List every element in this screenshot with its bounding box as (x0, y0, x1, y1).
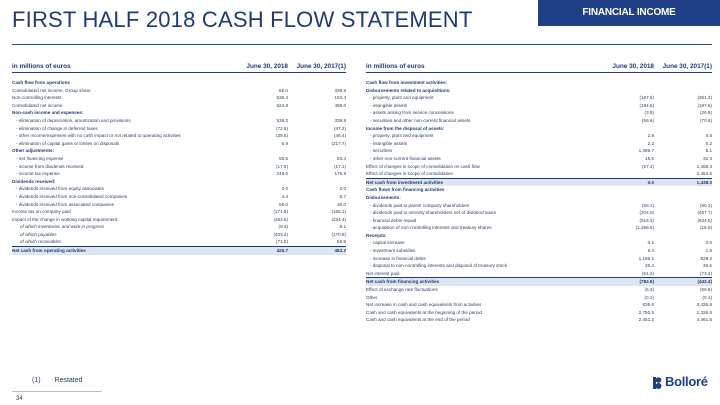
table-row (12, 201, 346, 209)
value-2018: (3.8) (644, 110, 654, 116)
row-label: Net cash from operating activities (12, 248, 86, 254)
value-2017: (634.5) (697, 217, 712, 223)
value-2017: 30.5 (703, 263, 712, 269)
row-label: Income tax on company paid (12, 209, 71, 215)
row-label: - intangible assets (370, 102, 408, 108)
row-label: Consolidated net income, Group share (12, 87, 91, 93)
value-2018: 0.0 (281, 186, 288, 192)
value-2018: (515.3) (639, 217, 654, 223)
table-row (12, 223, 346, 231)
table-row (366, 117, 712, 125)
row-label: - financial debts repaid (370, 217, 417, 223)
value-2017: 8.7 (339, 193, 346, 199)
table-row (12, 155, 346, 163)
table-row (366, 186, 712, 194)
value-2018: (72.5) (275, 125, 288, 131)
value-2018: (171.5) (273, 209, 288, 215)
table-row (366, 301, 712, 309)
value-2017 (288, 109, 346, 117)
value-2017: 1,438.0 (696, 179, 712, 185)
value-2018: 4.4 (281, 193, 288, 199)
value-2017: (47.2) (333, 125, 346, 131)
value-2017 (288, 178, 346, 186)
value-2018: (9.3) (278, 224, 288, 230)
value-2018: 836.6 (642, 302, 654, 308)
company-logo: Bolloré (665, 374, 708, 389)
table-row (12, 79, 346, 87)
row-label: Cash and cash equivalents at the beginning of the period (366, 309, 482, 315)
value-2017 (654, 79, 712, 87)
value-2017: 0.0 (339, 186, 346, 192)
table-row (366, 270, 712, 278)
table-row (366, 294, 712, 302)
value-2017: 83.4 (337, 155, 346, 161)
right-table-header (366, 58, 712, 73)
table-row (366, 217, 712, 225)
value-2018 (596, 232, 654, 240)
row-label: - capital increase (370, 240, 405, 246)
row-label: - net financing expense (16, 155, 64, 161)
table-row (366, 202, 712, 210)
row-label: - income from dividends received (16, 163, 84, 169)
row-label: Other adjustments: (12, 148, 55, 154)
value-2017: (217.7) (331, 140, 346, 146)
bollore-logo-icon (652, 376, 662, 390)
value-2018: 2,451.2 (638, 317, 654, 323)
table-row (366, 79, 712, 87)
value-2018: 2.9 (647, 133, 654, 139)
table-row (366, 87, 712, 95)
value-2017: (234.4) (331, 216, 346, 222)
value-2018: 1,196.1 (638, 255, 654, 261)
table-row (12, 193, 346, 201)
table-row (12, 163, 346, 171)
row-label: of which receivables (20, 239, 62, 245)
table-row (366, 102, 712, 110)
row-label: Net cash from investment activities (366, 179, 444, 185)
value-2017: (73.4) (699, 270, 712, 276)
value-2018 (230, 178, 288, 186)
table-row (12, 216, 346, 224)
table-row (366, 132, 712, 140)
value-2017: (165.1) (331, 209, 346, 215)
value-2017 (654, 87, 712, 95)
value-2018: (0.2) (644, 294, 654, 300)
value-2018: (403.4) (273, 231, 288, 237)
row-label: - securities (370, 148, 393, 154)
row-label: Receipts: (366, 232, 387, 238)
unit-label: in millions of euros (12, 63, 71, 70)
value-2018 (596, 170, 654, 178)
value-2018: 538.4 (276, 95, 288, 101)
page-title: FIRST HALF 2018 CASH FLOW STATEMENT (12, 7, 473, 32)
value-2018 (230, 79, 288, 87)
value-2017: 175.8 (334, 171, 346, 177)
left-table-header (12, 58, 346, 73)
value-2018: (56.6) (641, 117, 654, 123)
table-row (366, 316, 712, 324)
row-label: - dividends received from equity associates (16, 186, 104, 192)
table-row (366, 209, 712, 217)
row-label: - other income/expenses with no cash impact or not related to operating activities (16, 133, 181, 139)
unit-label: in millions of euros (366, 63, 425, 70)
value-2017: 0.2 (705, 140, 712, 146)
value-2018: 1,386.7 (638, 148, 654, 154)
value-2017: (15.0) (699, 225, 712, 231)
row-label: Cash flow from operations (12, 80, 70, 85)
table-row (366, 224, 712, 232)
value-2018: 0.1 (647, 240, 654, 246)
col-2017-header: June 30, 2017(1) (296, 63, 346, 70)
row-label: - dividends received from associated companies (16, 201, 115, 207)
footnote-marker: (1) (32, 377, 41, 384)
value-2017: 1,326.6 (696, 309, 712, 315)
col-2017-header: June 30, 2017(1) (662, 63, 712, 70)
row-label: Impact of the change in working capital requirement: (12, 216, 119, 222)
value-2018: 0.0 (647, 179, 654, 185)
table-row (366, 255, 712, 263)
row-label: Dividends received: (12, 178, 56, 184)
value-2017 (288, 147, 346, 155)
value-2017 (654, 232, 712, 240)
value-2018: (17.9) (275, 163, 288, 169)
row-label: Disbursements: (366, 194, 401, 200)
left-table (12, 58, 346, 255)
value-2018 (596, 186, 654, 194)
value-2018: (483.5) (273, 216, 288, 222)
value-2018: 15.5 (645, 155, 654, 161)
right-table-body (366, 79, 712, 324)
value-2018: 5.4 (647, 248, 654, 254)
table-row (366, 147, 712, 155)
row-label: Cash flows from financing activities (366, 187, 445, 193)
table-row (12, 185, 346, 193)
value-2018: (204.0) (639, 210, 654, 216)
row-label: Consolidated net income (12, 102, 63, 108)
value-2018: (51.2) (641, 270, 654, 276)
row-label: - property, plant and equipment (370, 133, 434, 139)
row-label: - elimination of capital gains or losses on disposals (16, 140, 120, 146)
table-row (12, 140, 346, 148)
row-label: - income tax expense (16, 171, 60, 177)
row-label: - acquisition of non-controlling interests and treasury shares (370, 225, 492, 231)
row-label: - securities and other non-current financial assets (370, 117, 471, 123)
row-label: - elimination of change in deferred taxes (16, 125, 98, 131)
value-2017 (288, 79, 346, 87)
value-2017: (197.6) (697, 102, 712, 108)
row-label: - intangible assets (370, 140, 408, 146)
table-row (12, 125, 346, 133)
row-label: Other (366, 294, 378, 300)
value-2017: (170.9) (331, 231, 346, 237)
table-row (12, 178, 346, 186)
value-2017: (60.3) (699, 202, 712, 208)
row-label: Cash and cash equivalents at the end of the period (366, 317, 470, 323)
table-row (366, 194, 712, 202)
row-label: - increase in financial debts (370, 255, 426, 261)
value-2018: 55.5 (279, 155, 288, 161)
value-2018 (230, 109, 288, 117)
table-row (366, 94, 712, 102)
value-2017: 3,426.6 (696, 302, 712, 308)
value-2017: 32.4 (703, 155, 712, 161)
value-2018: 2,750.5 (638, 309, 654, 315)
table-row (12, 231, 346, 239)
value-2017: 483.3 (334, 248, 346, 254)
row-label: Effect of exchange rate fluctuations (366, 287, 438, 293)
row-label: - investment subsidies (370, 248, 416, 254)
value-2017: 1,458.4 (696, 163, 712, 169)
value-2018: (5.3) (644, 287, 654, 293)
table-row (12, 94, 346, 102)
value-2018: 2.2 (647, 140, 654, 146)
table-row (366, 155, 712, 163)
row-label: Net cash from financing activities (366, 279, 440, 285)
table-total-row (366, 277, 712, 286)
value-2017: 30.0 (337, 201, 346, 207)
table-row (366, 140, 712, 148)
table-row (12, 147, 346, 155)
value-2017: (442.4) (697, 279, 712, 285)
table-row (12, 170, 346, 178)
value-2018: 6.9 (281, 140, 288, 146)
table-total-row (366, 178, 712, 187)
table-row (12, 109, 346, 117)
value-2018: (194.6) (639, 102, 654, 108)
value-2018: (782.6) (639, 279, 654, 285)
value-2018: (1,258.5) (635, 225, 654, 231)
value-2018: (167.5) (639, 95, 654, 101)
row-label: Disbursements related to acquisitions: (366, 87, 451, 93)
table-row (12, 117, 346, 125)
value-2018: 536.0 (276, 117, 288, 123)
value-2017: 1.8 (705, 248, 712, 254)
table-row (366, 125, 712, 133)
table-row (12, 132, 346, 140)
row-label: of which payables (20, 231, 57, 237)
value-2017: (457.7) (697, 210, 712, 216)
col-2018-header: June 30, 2018 (612, 63, 654, 70)
value-2017: (56.8) (699, 287, 712, 293)
table-row (366, 163, 712, 171)
value-2017 (654, 186, 712, 194)
left-table-body (12, 79, 346, 255)
table-row (366, 239, 712, 247)
row-label: Cash flow from investment activities: (366, 80, 448, 85)
value-2017: 339.8 (334, 117, 346, 123)
row-label: Effect of changes in scope of consolidation on cash flow (366, 163, 480, 169)
value-2018: (59.1) (641, 202, 654, 208)
value-2018: 35.3 (645, 263, 654, 269)
value-2017: (251.3) (697, 95, 712, 101)
table-row (366, 232, 712, 240)
value-2017: 338.8 (334, 87, 346, 93)
value-2018 (230, 147, 288, 155)
value-2018: 624.8 (276, 102, 288, 108)
table-row (12, 87, 346, 95)
row-label: - dividends received from non-consolidated companies (16, 193, 128, 199)
value-2018 (596, 125, 654, 133)
value-2017: (70.6) (699, 117, 712, 123)
value-2018 (596, 194, 654, 202)
value-2017: 4,461.6 (696, 317, 712, 323)
value-2017: 152.4 (334, 95, 346, 101)
value-2017: 929.2 (700, 255, 712, 261)
value-2017: 56.9 (337, 239, 346, 245)
row-label: Effect of changes in scope of consolidation (366, 171, 453, 177)
row-label: Income from the disposal of assets: (366, 125, 445, 131)
table-row (366, 170, 712, 178)
value-2018 (596, 79, 654, 87)
row-label: - dividends paid to minority shareholders net of dividend taxes (370, 210, 496, 216)
value-2017: (17.1) (333, 163, 346, 169)
col-2018-header: June 30, 2018 (246, 63, 288, 70)
value-2017: (46.4) (333, 133, 346, 139)
value-2018: 56.0 (279, 201, 288, 207)
value-2017: 2,454.6 (696, 171, 712, 177)
row-label: - other non-current financial assets (370, 155, 441, 161)
value-2018: (39.5) (275, 133, 288, 139)
table-row (366, 309, 712, 317)
section-tag: FINANCIAL INCOME (538, 0, 720, 26)
row-label: Non-controlling interests (12, 95, 62, 101)
value-2018: 425.7 (276, 248, 288, 254)
value-2017 (654, 194, 712, 202)
value-2017: (26.8) (699, 110, 712, 116)
footnote-text: Restated (54, 377, 83, 384)
value-2017: 0.0 (705, 240, 712, 246)
row-label: - dividends paid to parent company shareholders (370, 202, 470, 208)
value-2017: 5.1 (705, 148, 712, 154)
row-label: - property, plant and equipment (370, 95, 434, 101)
value-2017: 4.6 (705, 133, 712, 139)
table-row (366, 247, 712, 255)
row-label: of which inventories and work in progress (20, 224, 105, 230)
page-number: 34 (16, 396, 23, 402)
value-2018 (596, 87, 654, 95)
value-2018: 248.0 (276, 171, 288, 177)
row-label: - elimination of depreciation, amortization and provisions (16, 117, 131, 123)
table-row (12, 238, 346, 246)
row-label: - assets arising from service concessions (370, 110, 454, 116)
value-2018: (57.4) (641, 163, 654, 169)
table-row (12, 208, 346, 216)
row-label: Non-cash income and expenses: (12, 110, 84, 116)
footer-divider (12, 391, 102, 392)
table-row (366, 286, 712, 294)
value-2017 (654, 125, 712, 133)
value-2017: 488.0 (334, 102, 346, 108)
row-label: Net increase in cash and cash equivalents from activities (366, 302, 482, 308)
value-2017: (0.1) (702, 294, 712, 300)
title-divider (12, 44, 712, 45)
value-2018: 86.0 (279, 87, 288, 93)
value-2018: (71.0) (275, 239, 288, 245)
row-label: - disposal to non-controlling interests and disposal of treasury stock (370, 263, 507, 269)
table-row (12, 102, 346, 110)
value-2017: 8.1 (339, 224, 346, 230)
row-label: Net interest paid (366, 270, 400, 276)
right-table (366, 58, 712, 324)
table-row (366, 109, 712, 117)
table-row (366, 262, 712, 270)
table-total-row (12, 246, 346, 255)
footnote (32, 377, 95, 384)
